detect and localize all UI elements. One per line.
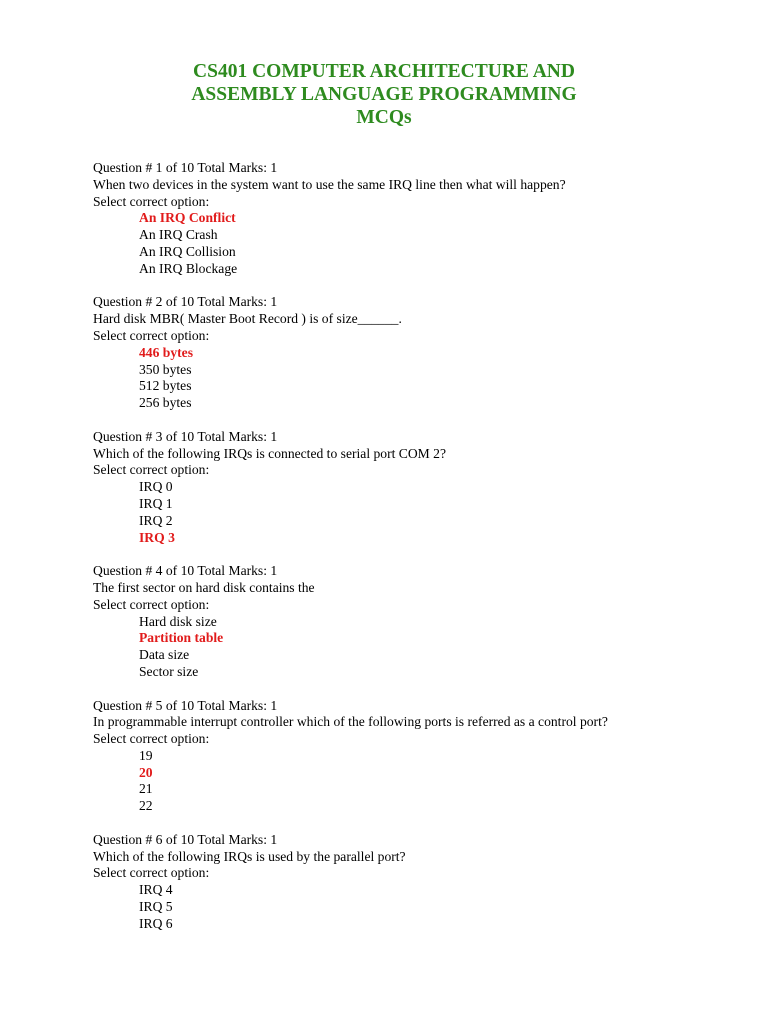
option-list	[93, 210, 675, 277]
question-header: Question # 6 of 10 Total Marks: 1	[93, 831, 278, 847]
question-text: Hard disk MBR( Master Boot Record ) is of size______.	[93, 311, 402, 327]
document-title	[0, 60, 768, 129]
select-prompt: Select correct option:	[93, 462, 210, 478]
correct-option: Partition table	[139, 630, 224, 646]
option: 256 bytes	[139, 395, 192, 411]
option: IRQ 0	[139, 479, 173, 495]
option: An IRQ Blockage	[139, 260, 238, 276]
select-prompt: Select correct option:	[93, 596, 210, 612]
correct-option: 446 bytes	[139, 344, 193, 360]
title-line-1: CS401 COMPUTER ARCHITECTURE AND	[193, 61, 575, 82]
option: 512 bytes	[139, 378, 192, 394]
correct-option: An IRQ Conflict	[139, 210, 236, 226]
question-1	[93, 160, 675, 278]
question-header: Question # 2 of 10 Total Marks: 1	[93, 294, 278, 310]
option: 350 bytes	[139, 361, 192, 377]
title-line-2: ASSEMBLY LANGUAGE PROGRAMMING	[191, 84, 577, 105]
question-text: In programmable interrupt controller which of the following ports is referred as a control port?	[93, 714, 608, 730]
question-header: Question # 5 of 10 Total Marks: 1	[93, 697, 278, 713]
correct-option: 20	[139, 764, 153, 780]
option: Sector size	[139, 663, 199, 679]
question-text: The first sector on hard disk contains the	[93, 579, 315, 595]
option-list	[93, 614, 675, 681]
option: 19	[139, 747, 153, 763]
select-prompt: Select correct option:	[93, 193, 210, 209]
select-prompt: Select correct option:	[93, 865, 210, 881]
option: IRQ 2	[139, 512, 173, 528]
option: Hard disk size	[139, 613, 217, 629]
question-text: Which of the following IRQs is connected to serial port COM 2?	[93, 445, 446, 461]
option: 21	[139, 781, 153, 797]
correct-option: IRQ 3	[139, 529, 175, 545]
option: IRQ 4	[139, 882, 173, 898]
question-text: Which of the following IRQs is used by the parallel port?	[93, 848, 406, 864]
question-list	[93, 160, 675, 949]
question-5	[93, 698, 675, 816]
option: IRQ 5	[139, 899, 173, 915]
option: Data size	[139, 647, 190, 663]
title-line-3: MCQs	[356, 107, 412, 128]
question-header: Question # 4 of 10 Total Marks: 1	[93, 563, 278, 579]
option: An IRQ Crash	[139, 227, 218, 243]
option: IRQ 1	[139, 495, 173, 511]
question-3	[93, 429, 675, 547]
option-list	[93, 345, 675, 412]
option: 22	[139, 798, 153, 814]
option: IRQ 6	[139, 915, 173, 931]
select-prompt: Select correct option:	[93, 731, 210, 747]
option-list	[93, 748, 675, 815]
question-4	[93, 563, 675, 681]
option-list	[93, 882, 675, 932]
question-2	[93, 294, 675, 412]
option: An IRQ Collision	[139, 243, 236, 259]
question-header: Question # 3 of 10 Total Marks: 1	[93, 428, 278, 444]
select-prompt: Select correct option:	[93, 327, 210, 343]
question-text: When two devices in the system want to use the same IRQ line then what will happen?	[93, 176, 566, 192]
option-list	[93, 479, 675, 546]
question-6	[93, 832, 675, 933]
question-header: Question # 1 of 10 Total Marks: 1	[93, 160, 278, 175]
